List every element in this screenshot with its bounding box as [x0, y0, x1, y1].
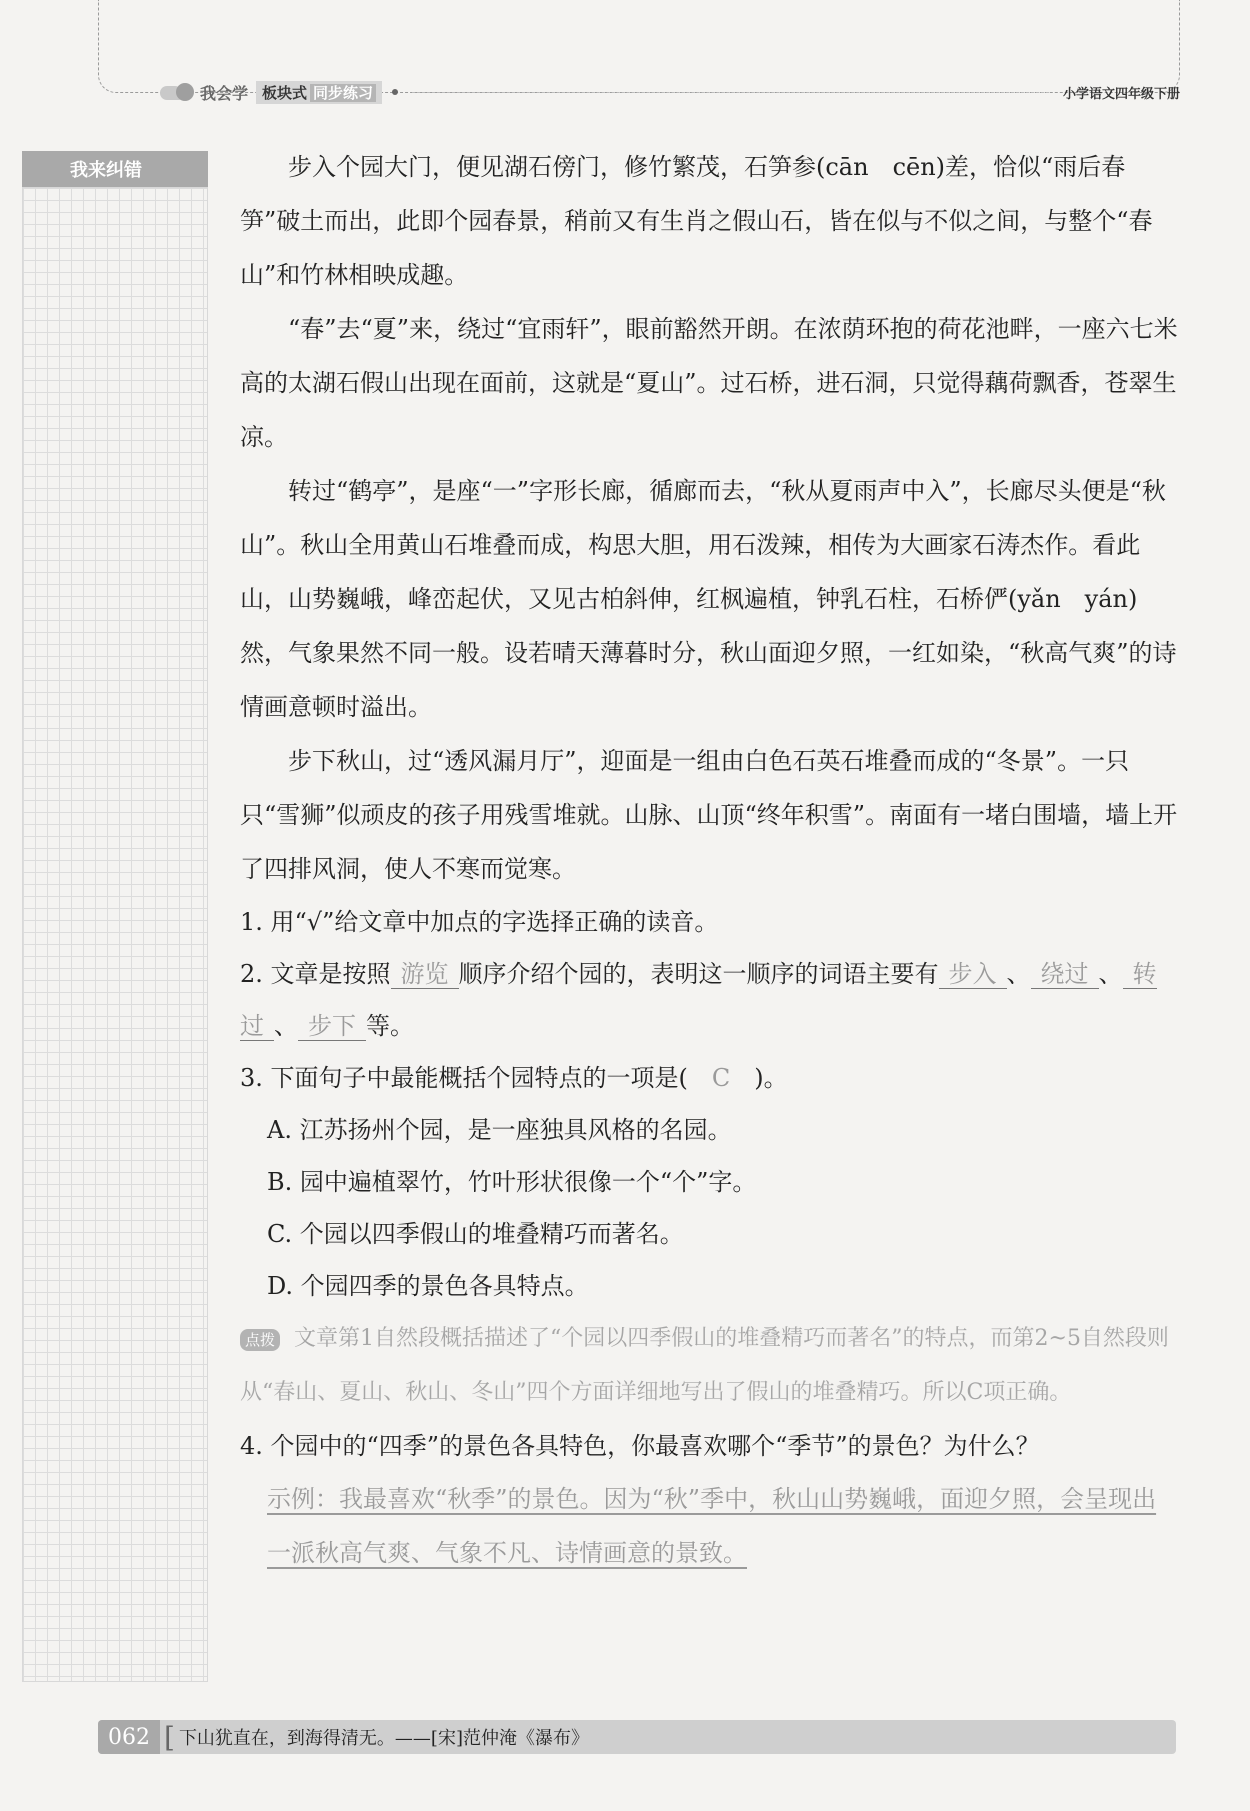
brand-logo-icon	[160, 81, 200, 103]
question-4: 4. 个园中的“四季”的景色各具特色，你最喜欢哪个“季节”的景色？为什么？	[240, 1432, 1040, 1460]
hint-block	[240, 1312, 1180, 1420]
note-grid	[22, 187, 208, 1682]
option-b: B. 园中遍植翠竹，竹叶形状很像一个“个”字。	[267, 1168, 757, 1196]
answer-blank[interactable]: 步入	[939, 960, 1007, 989]
answer-choice[interactable]: C	[711, 1064, 731, 1092]
answer-blank[interactable]: 绕过	[1031, 960, 1099, 989]
passage-paragraph-4: 步下秋山，过“透风漏月厅”，迎面是一组由白色石英石堆叠而成的“冬景”。一只只“雪狮”似顽皮的孩子用残雪堆就。山脉、山顶“终年积雪”。南面有一堵白围墙，墙上开了四排风洞，使人不寒而觉寒。	[240, 747, 1178, 883]
series-label: 板块式 同步练习	[256, 81, 382, 104]
answer-4[interactable]: 示例：我最喜欢“秋季”的景色。因为“秋”季中，秋山山势巍峨，面迎夕照，会呈现出一派秋高气爽、气象不凡、诗情画意的景致。	[267, 1485, 1157, 1567]
option-d: D. 个园四季的景色各具特点。	[267, 1272, 589, 1300]
main-content	[240, 140, 1180, 1580]
book-title: 小学语文四年级下册	[1062, 86, 1180, 102]
question-1: 1. 用“√”给文章中加点的字选择正确的读音。	[240, 908, 719, 936]
answer-blank[interactable]: 步下	[298, 1012, 366, 1041]
footer-quote: 下山犹直在，到海得清无。——[宋]范仲淹《瀑布》	[178, 1728, 589, 1749]
passage-paragraph-2: “春”去“夏”来，绕过“宜雨轩”，眼前豁然开朗。在浓荫环抱的荷花池畔，一座六七米高的太湖石假山出现在面前，这就是“夏山”。过石桥，进石洞，只觉得藕荷飘香，苍翠生凉。	[240, 315, 1178, 451]
brand-name: 我会学	[200, 83, 249, 103]
page-header	[160, 80, 1180, 104]
header-divider	[412, 92, 1049, 93]
passage-paragraph-3: 转过“鹤亭”，是座“一”字形长廊，循廊而去，“秋从夏雨声中入”，长廊尽头便是“秋山”。秋山全用黄山石堆叠而成，构思大胆，用石泼辣，相传为大画家石涛杰作。看此山，山势巍峨，峰峦起伏，又见古柏斜伸，红枫遍植，钟乳石柱，石桥俨(yǎn yán)然，气象果然不同一般。设若晴天薄暮时分，秋山面迎夕照，一红如染，“秋高气爽”的诗情画意顿时溢出。	[240, 477, 1177, 721]
hint-text: 文章第1自然段概括描述了“个园以四季假山的堆叠精巧而著名”的特点，而第2~5自然段则从“春山、夏山、秋山、冬山”四个方面详细地写出了假山的堆叠精巧。所以C项正确。	[240, 1326, 1169, 1405]
page-number: 062	[98, 1720, 160, 1754]
side-tab-correction: 我来纠错	[22, 151, 208, 187]
question-2: 2. 文章是按照 游览 顺序介绍个园的，表明这一顺序的词语主要有 步入 、 绕过 、 转过 、 步下 等。	[240, 960, 1157, 1040]
answer-blank[interactable]: 转过	[240, 960, 1157, 1040]
answer-blank[interactable]: 游览	[391, 960, 459, 989]
passage-paragraph-1: 步入个园大门，便见湖石傍门，修竹繁茂，石笋参(cān cēn)差，恰似“雨后春笋”破土而出，此即个园春景，稍前又有生肖之假山石，皆在似与不似之间，与整个“春山”和竹林相映成趣。	[240, 153, 1153, 289]
bracket-icon: [	[164, 1720, 175, 1754]
question-3: 3. 下面句子中最能概括个园特点的一项是( C )。	[240, 1064, 788, 1092]
option-a: A. 江苏扬州个园，是一座独具风格的名园。	[267, 1116, 732, 1144]
header-dot	[392, 89, 398, 95]
option-c: C. 个园以四季假山的堆叠精巧而著名。	[267, 1220, 684, 1248]
hint-badge: 点拨	[240, 1329, 280, 1351]
page-footer	[98, 1720, 1176, 1754]
